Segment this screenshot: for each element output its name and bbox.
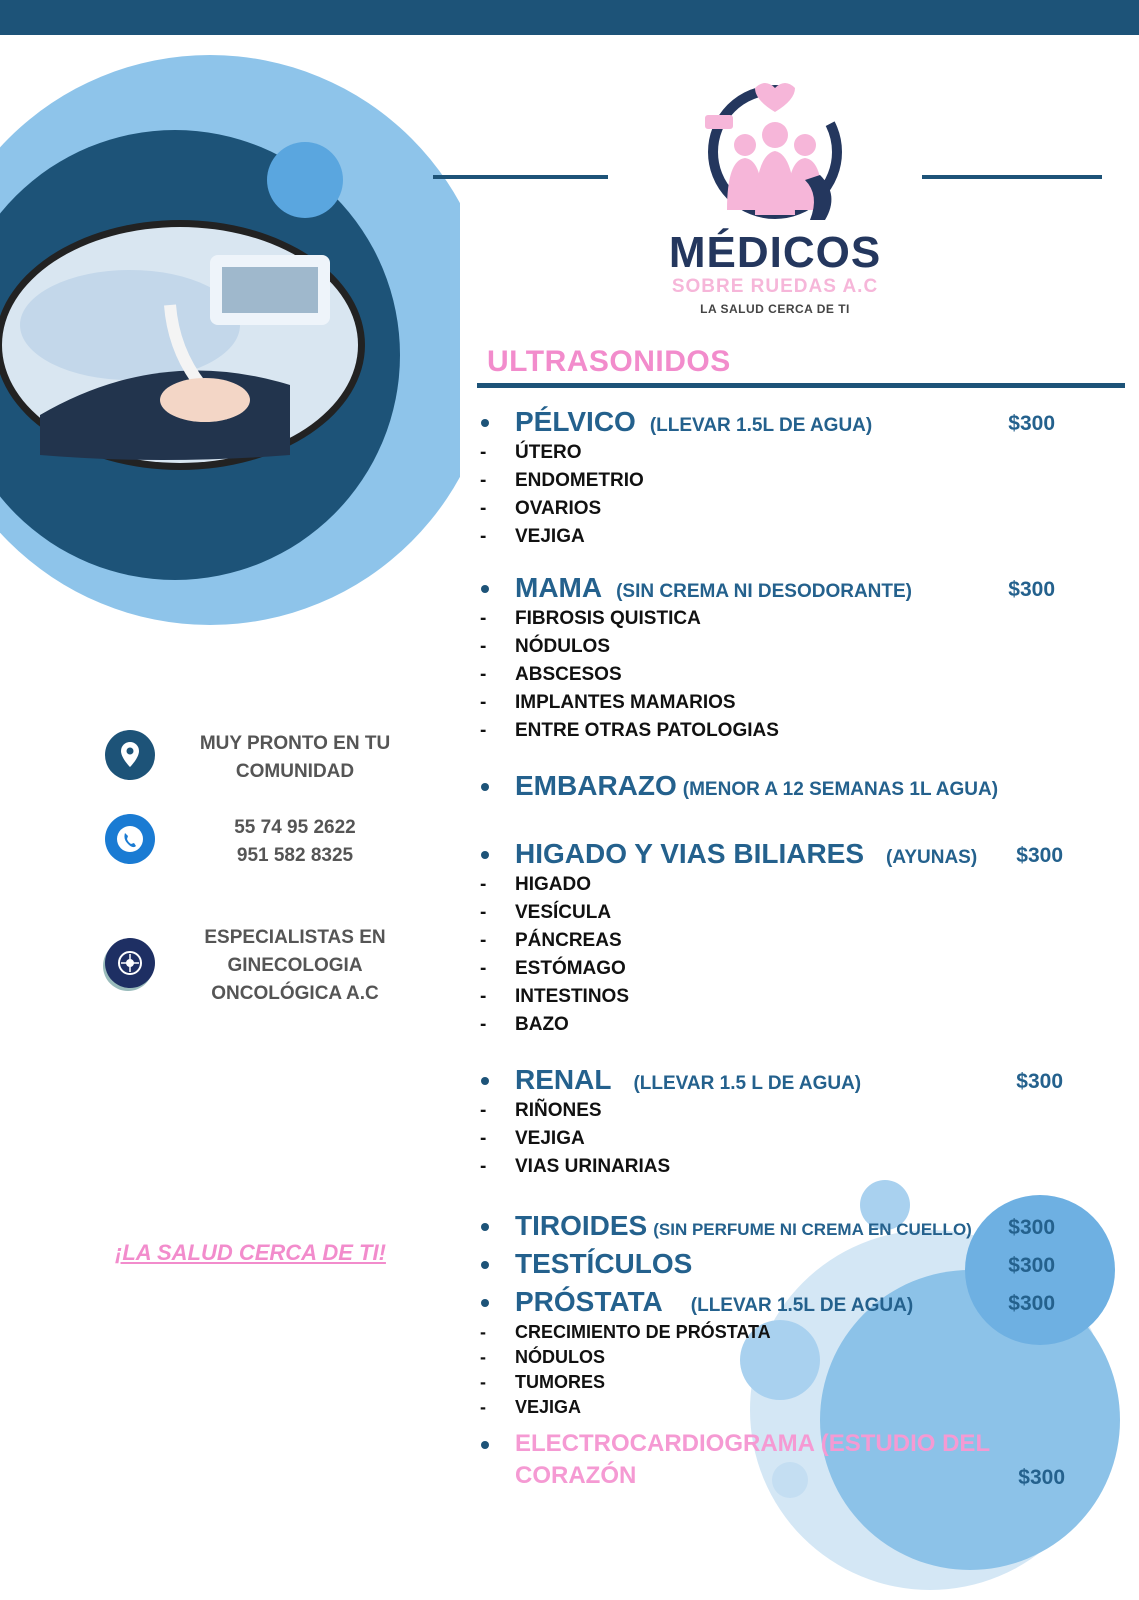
bullet (481, 1299, 489, 1307)
list-item: - VIAS URINARIAS (480, 1156, 671, 1177)
list-item: - NÓDULOS (480, 636, 610, 657)
service-testiculos (475, 1248, 1065, 1286)
bullet (481, 1223, 489, 1231)
list-item: - TUMORES (480, 1372, 605, 1392)
bullet (481, 1077, 489, 1085)
ecg-line-2: CORAZÓN (515, 1462, 637, 1489)
list-item: - NÓDULOS (480, 1347, 605, 1367)
list-item: - CRECIMIENTO DE PRÓSTATA (480, 1322, 771, 1342)
service-note: (LLEVAR 1.5L DE AGUA) (649, 415, 873, 436)
service-name: TIROIDES (515, 1210, 648, 1241)
bullet (481, 1261, 489, 1269)
bullet (481, 1441, 489, 1449)
service-price: $300 (1008, 1292, 1055, 1315)
service-renal (475, 1064, 1065, 1098)
brand-sub: SOBRE RUEDAS A.C (671, 276, 879, 297)
list-item: - IMPLANTES MAMARIOS (480, 692, 736, 713)
info-text: GINECOLOGIA (227, 955, 363, 976)
service-price: $300 (1008, 1254, 1055, 1277)
service-name: RENAL (515, 1064, 612, 1095)
phone-number: 951 582 8325 (236, 845, 354, 866)
info-text: COMUNIDAD (235, 761, 355, 782)
service-embarazo (475, 770, 1065, 804)
info-text: MUY PRONTO EN TU (199, 733, 391, 754)
service-note: (AYUNAS) (886, 847, 978, 868)
location-pin-icon (105, 730, 155, 780)
brand-name: MÉDICOS (668, 228, 882, 277)
list-item: - ÚTERO (480, 442, 582, 463)
service-note: (LLEVAR 1.5 L DE AGUA) (633, 1073, 862, 1094)
ultrasound-hero-graphic (0, 55, 460, 640)
list-item: - ABSCESOS (480, 664, 622, 685)
list-item: - VESÍCULA (480, 902, 612, 923)
list-item: - FIBROSIS QUISTICA (480, 608, 701, 629)
list-item: - BAZO (480, 1014, 569, 1035)
list-item: - ESTÓMAGO (480, 958, 626, 979)
list-item: - INTESTINOS (480, 986, 630, 1007)
service-mama (475, 572, 1065, 606)
medical-emblem-icon (105, 938, 155, 988)
service-name: PRÓSTATA (515, 1286, 663, 1317)
service-price: $300 (1016, 844, 1063, 867)
service-name: MAMA (515, 572, 603, 603)
info-text: ONCOLÓGICA A.C (211, 983, 379, 1004)
section-rule (477, 383, 1125, 388)
service-note: (SIN CREMA NI DESODORANTE) (616, 581, 913, 602)
list-item: - ENTRE OTRAS PATOLOGIAS (480, 720, 779, 741)
service-name: EMBARAZO (515, 770, 677, 801)
service-note: (MENOR A 12 SEMANAS 1L AGUA) (682, 779, 999, 800)
ecg-line-1: ELECTROCARDIOGRAMA (ESTUDIO DEL (515, 1430, 991, 1457)
service-price: $300 (1008, 412, 1055, 435)
phone-number: 55 74 95 2622 (234, 817, 356, 838)
service-pelvico (475, 406, 1065, 440)
logo (620, 80, 930, 330)
service-price: $300 (1008, 1216, 1055, 1239)
info-text: ESPECIALISTAS EN (204, 927, 386, 948)
logo-line-right (922, 175, 1102, 179)
service-prostata (475, 1286, 1065, 1320)
top-bar (0, 0, 1139, 35)
service-higado (475, 838, 1065, 872)
phone-icon (105, 814, 155, 864)
service-price: $300 (1018, 1466, 1065, 1489)
service-tiroides (475, 1210, 1065, 1248)
service-ecg (475, 1428, 1065, 1492)
services-list (475, 406, 1065, 1492)
list-item: - VEJIGA (480, 526, 585, 547)
list-item: - VEJIGA (480, 1397, 582, 1417)
list-item: - RIÑONES (480, 1100, 602, 1121)
list-item: - ENDOMETRIO (480, 470, 644, 491)
list-item: - HIGADO (480, 874, 591, 895)
service-name: PÉLVICO (515, 406, 636, 437)
slogan: ¡LA SALUD CERCA DE TI! (115, 1240, 386, 1265)
brand-tagline: LA SALUD CERCA DE TI (700, 302, 850, 316)
service-name: TESTÍCULOS (515, 1248, 693, 1279)
service-note: (SIN PERFUME NI CREMA EN CUELLO) (653, 1220, 972, 1239)
list-item: - VEJIGA (480, 1128, 585, 1149)
service-price: $300 (1008, 578, 1055, 601)
service-note: (LLEVAR 1.5L DE AGUA) (690, 1295, 914, 1316)
logo-line-left (433, 175, 608, 179)
list-item: - PÁNCREAS (480, 930, 622, 951)
bullet (481, 783, 489, 791)
bullet (481, 585, 489, 593)
logo-emblem-icon (685, 80, 865, 225)
bullet (481, 419, 489, 427)
service-price: $300 (1016, 1070, 1063, 1093)
bullet (481, 851, 489, 859)
list-item: - OVARIOS (480, 498, 602, 519)
section-title: ULTRASONIDOS (487, 345, 731, 378)
service-name: HIGADO Y VIAS BILIARES (515, 838, 865, 869)
